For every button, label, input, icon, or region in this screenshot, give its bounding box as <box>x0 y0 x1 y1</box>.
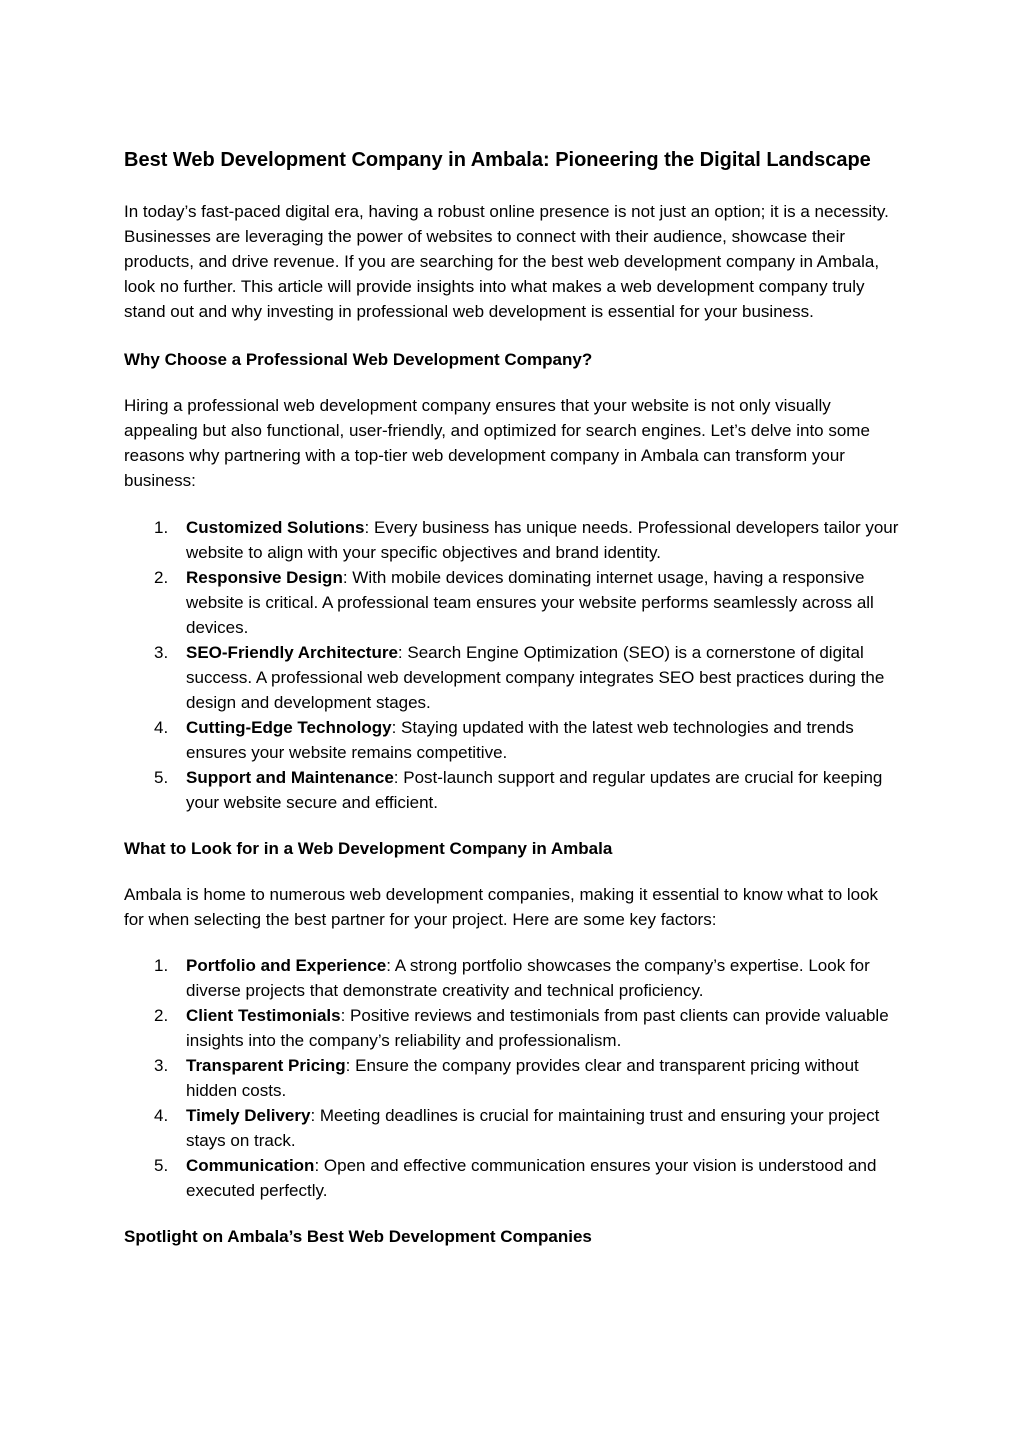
list-item-term: Timely Delivery <box>186 1106 311 1125</box>
list-number: 5. <box>154 1156 169 1175</box>
look-paragraph: Ambala is home to numerous web development companies, making it essential to know what to look for when selecting the best partner for your project. Here are some key factors: <box>124 885 879 929</box>
list-item-text: : Post-launch support and regular updates are crucial for keeping your website secure and efficient. <box>186 768 883 812</box>
section-heading-why: Why Choose a Professional Web Development Company? <box>124 350 593 369</box>
list-item-term: Transparent Pricing <box>186 1056 346 1075</box>
list-number: 2. <box>154 568 169 587</box>
list-item-term: Responsive Design <box>186 568 343 587</box>
list-item <box>124 1003 899 1053</box>
list-number: 1. <box>154 518 169 537</box>
list-number: 5. <box>154 768 169 787</box>
list-item <box>124 565 899 640</box>
list-item-text: : Search Engine Optimization (SEO) is a cornerstone of digital success. A professional web development company integrates SEO best practices during the design and development stages. <box>186 643 885 712</box>
list-item-term: Portfolio and Experience <box>186 956 387 975</box>
list-item <box>124 640 899 715</box>
list-item-text: : Ensure the company provides clear and transparent pricing without hidden costs. <box>186 1056 859 1100</box>
document-title: Best Web Development Company in Ambala: Pioneering the Digital Landscape <box>124 149 871 171</box>
list-item-term: Cutting-Edge Technology <box>186 718 392 737</box>
list-number: 3. <box>154 1056 169 1075</box>
look-factors-list <box>124 953 899 1203</box>
list-number: 3. <box>154 643 169 662</box>
why-reasons-list <box>124 515 899 815</box>
list-item-text: : Positive reviews and testimonials from past clients can provide valuable insights into the company’s reliability and professionalism. <box>186 1006 889 1050</box>
section-heading-look: What to Look for in a Web Development Company in Ambala <box>124 839 613 858</box>
intro-paragraph: In today’s fast-paced digital era, having a robust online presence is not just an option; it is a necessity. Businesses are leveraging the power of websites to connect with their audience, showcase their products, and drive revenue. If you are searching for the best web development company in Ambala, look no further. This article will provide insights into what makes a web development company truly stand out and why investing in professional web development is essential for your business. <box>124 202 889 321</box>
list-item-text: : With mobile devices dominating internet usage, having a responsive website is critical. A professional team ensures your website performs seamlessly across all devices. <box>186 568 874 637</box>
list-item-term: SEO-Friendly Architecture <box>186 643 398 662</box>
list-item <box>124 1103 899 1153</box>
list-item <box>124 715 899 765</box>
list-item-term: Customized Solutions <box>186 518 365 537</box>
list-item-text: : Staying updated with the latest web technologies and trends ensures your website remains competitive. <box>186 718 854 762</box>
list-item-text: : A strong portfolio showcases the company’s expertise. Look for diverse projects that demonstrate creativity and technical proficiency. <box>186 956 870 1000</box>
section-heading-spotlight: Spotlight on Ambala’s Best Web Development Companies <box>124 1227 592 1246</box>
list-item-text: : Open and effective communication ensures your vision is understood and executed perfectly. <box>186 1156 877 1200</box>
list-item-term: Communication <box>186 1156 315 1175</box>
list-item-term: Client Testimonials <box>186 1006 341 1025</box>
list-item <box>124 1153 899 1203</box>
document-page <box>124 145 899 1249</box>
list-item-text: : Meeting deadlines is crucial for maintaining trust and ensuring your project stays on track. <box>186 1106 880 1150</box>
list-item <box>124 1053 899 1103</box>
list-item <box>124 515 899 565</box>
why-paragraph: Hiring a professional web development company ensures that your website is not only visually appealing but also functional, user-friendly, and optimized for search engines. Let’s delve into some reasons why partnering with a top-tier web development company in Ambala can transform your business: <box>124 396 870 490</box>
list-item-term: Support and Maintenance <box>186 768 394 787</box>
list-item <box>124 953 899 1003</box>
list-number: 1. <box>154 956 169 975</box>
list-item-text: : Every business has unique needs. Professional developers tailor your website to align with your specific objectives and brand identity. <box>186 518 899 562</box>
list-number: 4. <box>154 718 169 737</box>
list-number: 4. <box>154 1106 169 1125</box>
list-number: 2. <box>154 1006 169 1025</box>
list-item <box>124 765 899 815</box>
